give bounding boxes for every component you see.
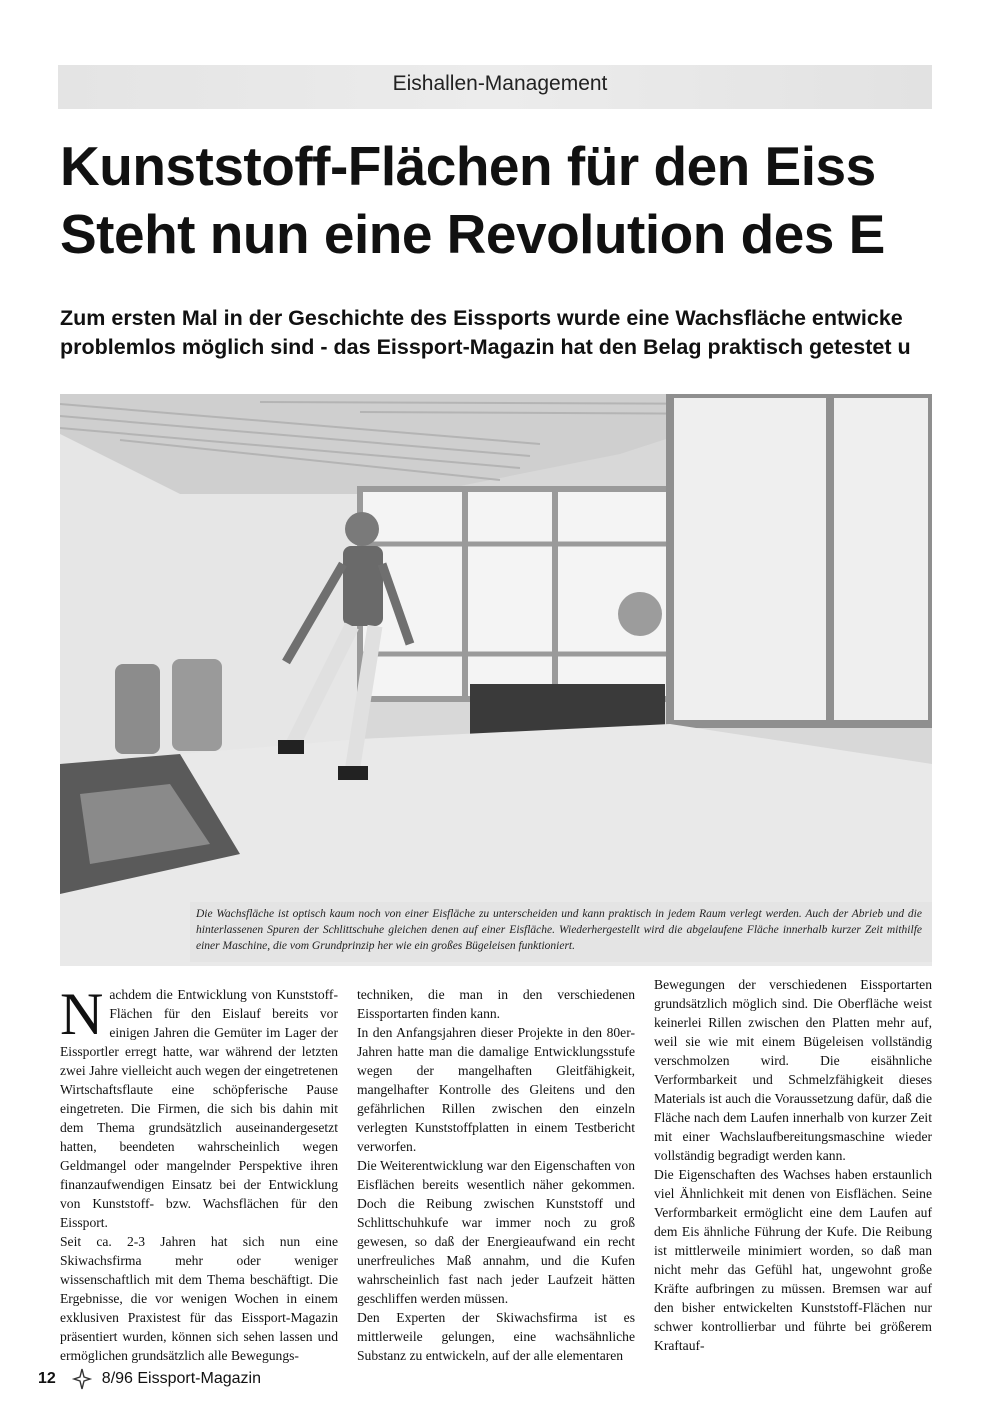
title-line-1: Kunststoff-Flächen für den Eiss — [60, 135, 876, 197]
article-subtitle — [60, 304, 1000, 362]
paragraph: Die Eigenschaften des Wachses haben erstaunlich viel Ähnlichkeit mit denen von Eisflächen. Seine Verformbarkeit ermöglicht eine dem Laufen auf dem Eis ähnliche Führung der Kufe. Die Reibung ist mittlerweile minimiert worden, so daß man nicht mehr das Gefühl hat, ungewohnt große Kräfte aufbringen zu müssen. Bremsen war auf den bisher entwickelten Kunststoff-Flächen nur schwer kontrollierbar und führte bei größerem Kraftauf- — [654, 1167, 932, 1353]
paragraph: techniken, die man in den verschiedenen Eissportarten finden kann. — [357, 987, 635, 1021]
paragraph: Die Weiterentwicklung war den Eigenschaften von Eisflächen bereits wesentlich näher gekommen. Doch die Reibung zwischen Kunststoff und Schlittschuhkufe war immer noch zu groß gewesen, so daß der Energieaufwand ein recht unerfreuliches Maß annahm, und die Kufen wahrscheinlich fast nach jeder Laufzeit hätten geschliffen werden müssen. — [357, 1158, 635, 1306]
paragraph: In den Anfangsjahren dieser Projekte in den 80er-Jahren hatte man die damalige Entwicklungsstufe wegen der mangelhaften Gleitfähigkeit, mangelhafter Kontrolle des Gleitens und den gefährlichen Rillen zwischen den einzeln verlegten Kunststoffplatten in einem Testbericht verworfen. — [357, 1025, 635, 1154]
subtitle-line-1: Zum ersten Mal in der Geschichte des Eissports wurde eine Wachsfläche entwicke — [60, 306, 903, 330]
photo-caption: Die Wachsfläche ist optisch kaum noch von einer Eisfläche zu unterscheiden und kann praktisch in jedem Raum verlegt werden. Auch der Abrieb und die hinterlassenen Spuren der Schlittschuhe gleichen denen auf einer Eisfläche. Wiederhergestellt wird die abgelaufene Fläche innerhalb kurzer Zeit mithilfe einer Maschine, die vom Grundprinzip her wie ein großes Bügeleisen funktioniert. — [196, 908, 922, 952]
paragraph: Bewegungen der verschiedenen Eissportarten grundsätzlich möglich sind. Die Oberfläche weist keinerlei Rillen zwischen den Platten mehr auf, weil sie wie mit einem Bügeleisen vollständig verschmolzen wird. Die eisähnliche Verformbarkeit und Schmelzfähigkeit dieses Materials ist auch die Voraussetzung dafür, daß die Fläche nach dem Laufen innerhalb von kurzer Zeit mit einer Wachslaufbereitungsmaschine wieder vollständig begradigt werden kann. — [654, 977, 932, 1163]
paragraph: Seit ca. 2-3 Jahren hat sich nun eine Skiwachsfirma mehr oder weniger wissenschaftlich mit dem Thema beschäftigt. Die Ergebnisse, die vor wenigen Wochen in einem exklusiven Praxistest für das Eissport-Magazin präsentiert wurden, können sich sehen lassen und ermöglichen grundsätzlich alle Bewegungs- — [60, 1234, 338, 1363]
drop-cap: N — [60, 981, 104, 1047]
issue-label: 8/96 Eissport-Magazin — [101, 1370, 261, 1387]
paragraph: Den Experten der Skiwachsfirma ist es mittlerweile gelungen, eine wachsähnliche Substanz zu entwickeln, auf der alle elementaren — [357, 1310, 635, 1363]
paragraph-text: achdem die Entwicklung von Kunststoff-Flächen für den Eislauf bereits vor einigen Jahren die Gemüter im Lager der Eissportler erregt hatte, war während der letzten zwei Jahre vielleicht auch wegen der eingetretenen Wirtschaftsflaute eine schöpferische Pause eingetreten. Die Firmen, die sich bis dahin mit dem Thema grundsätzlich auseinandergesetzt hatten, beendeten wahrscheinlich wegen Geldmangel oder mangelnder Perspektive ihren finanzaufwendigen Einsatz bei der Entwicklung von Kunststoff- bzw. Wachsflächen für den Eissport. — [60, 987, 338, 1230]
skater-photo-illustration — [60, 394, 932, 966]
magazine-logo-icon — [70, 1367, 94, 1391]
page-footer — [38, 1367, 261, 1391]
article-column-3 — [654, 975, 932, 1355]
article-column-2 — [357, 985, 635, 1365]
article-title — [60, 132, 1000, 268]
paragraph — [60, 981, 338, 1232]
section-label: Eishallen-Management — [392, 72, 608, 95]
article-column-1 — [60, 981, 338, 1365]
page-number: 12 — [38, 1370, 56, 1387]
article-photo — [60, 394, 932, 966]
title-line-2: Steht nun eine Revolution des E — [60, 203, 885, 265]
subtitle-line-2: problemlos möglich sind - das Eissport-Magazin hat den Belag praktisch getestet u — [60, 335, 911, 359]
